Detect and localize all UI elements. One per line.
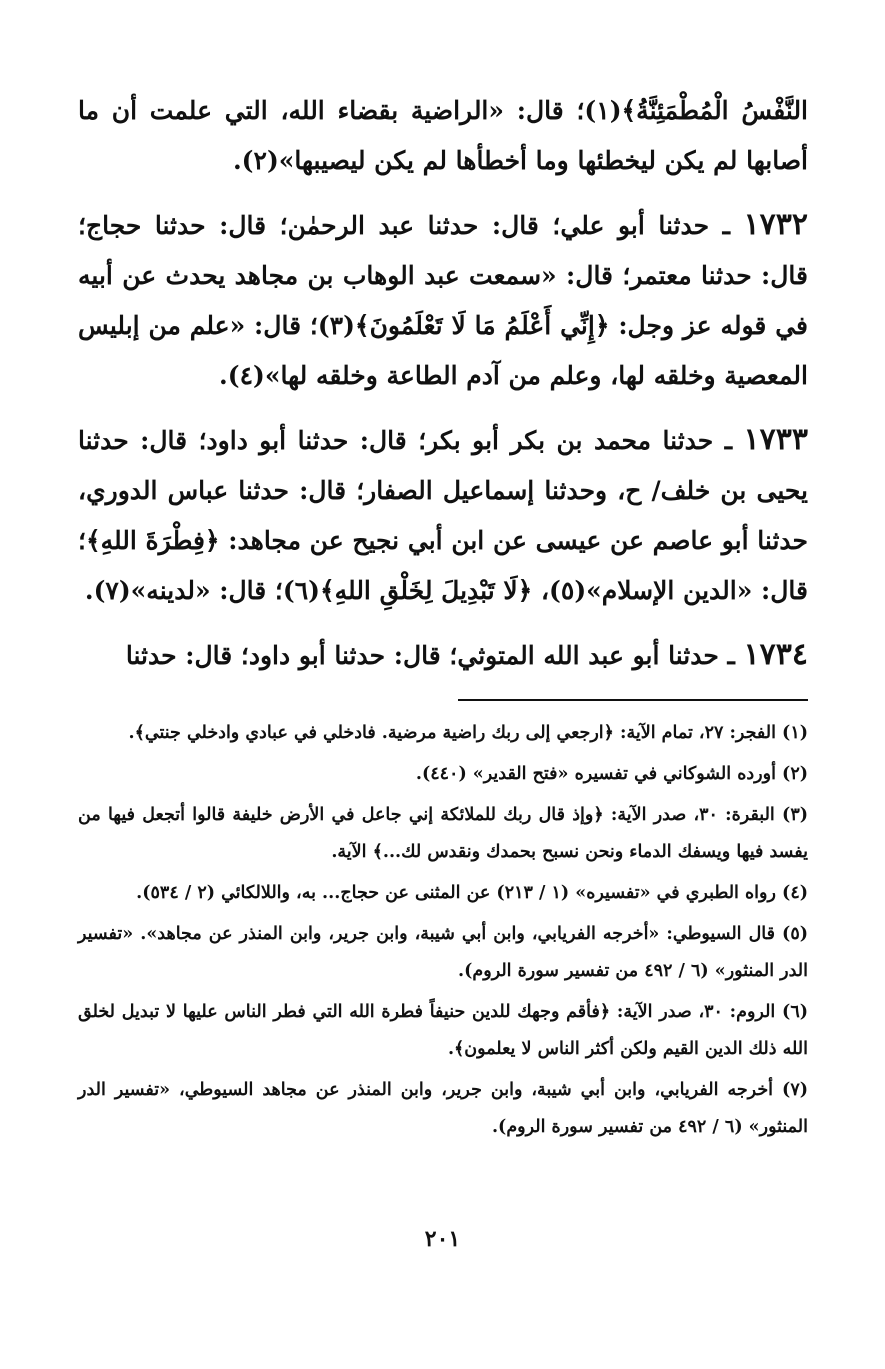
- hadith-number: ١٧٣٢: [743, 207, 808, 242]
- main-text: [78, 86, 808, 681]
- paragraph-1732: [78, 200, 808, 401]
- page-number: ٢٠١: [424, 1226, 461, 1252]
- footnote-5: (٥) قال السيوطي: «أخرجه الفريابي، وابن أبي شيبة، وابن جرير، وابن المنذر عن مجاهد». «تفسير الدر المنثور» (٦ / ٤٩٢ من تفسير سورة الروم).: [78, 924, 808, 981]
- paragraph-text: ـ حدثنا محمد بن بكر أبو بكر؛ قال: حدثنا أبو داود؛ قال: حدثنا يحيى بن خلف/ ح، وحدثنا إسماعيل الصفار؛ قال: حدثنا عباس الدوري، حدثنا أبو عاصم عن عيسى عن ابن أبي نجيح عن مجاهد: ﴿فِطْرَةَ اللهِ﴾؛ قال: «الدين الإسلام»(٥)، ﴿لَا تَبْدِيلَ لِخَلْقِ اللهِ﴾(٦)؛ قال: «لدينه»(٧).: [78, 426, 808, 605]
- paragraph-1733: [78, 415, 808, 616]
- footnote-2: (٢) أورده الشوكاني في تفسيره «فتح القدير» (٤٤٠).: [415, 764, 808, 784]
- paragraph-1734: [78, 630, 808, 681]
- paragraph-text: النَّفْسُ الْمُطْمَئِنَّةُ﴾(١)؛ قال: «الراضية بقضاء الله، التي علمت أن ما أصابها لم يكن ليخطئها وما أخطأها لم يكن ليصيبها»(٢).: [78, 96, 809, 175]
- paragraph-continuation: [78, 86, 808, 186]
- footnote-3: (٣) البقرة: ٣٠، صدر الآية: ﴿وإذ قال ربك للملائكة إني جاعل في الأرض خليفة قالوا أتجعل فيها من يفسد فيها ويسفك الدماء ونحن نسبح بحمدك ونقدس لك...﴾ الآية.: [78, 805, 808, 862]
- footnote-4: (٤) رواه الطبري في «تفسيره» (١ / ٢١٣) عن المثنى عن حجاج... به، واللالكائي (٢ / ٥٣٤).: [136, 883, 808, 903]
- footnotes: [78, 715, 808, 1146]
- footnote-6: (٦) الروم: ٣٠، صدر الآية: ﴿فأقم وجهك للدين حنيفاً فطرة الله التي فطر الناس عليها لا تبديل لخلق الله ذلك الدين القيم ولكن أكثر الناس لا يعلمون﴾.: [78, 1002, 808, 1059]
- paragraph-text: ـ حدثنا أبو عبد الله المتوثي؛ قال: حدثنا أبو داود؛ قال: حدثنا: [125, 641, 735, 670]
- page-content: [78, 86, 808, 1366]
- hadith-number: ١٧٣٣: [743, 422, 808, 457]
- footnote-1: (١) الفجر: ٢٧، تمام الآية: ﴿ارجعي إلى ربك راضية مرضية. فادخلي في عبادي وادخلي جنتي﴾.: [128, 723, 808, 743]
- footnote-separator: [458, 699, 808, 701]
- paragraph-text: ـ حدثنا أبو علي؛ قال: حدثنا عبد الرحمٰن؛ قال: حدثنا حجاج؛ قال: حدثنا معتمر؛ قال: «سمعت عبد الوهاب بن مجاهد يحدث عن أبيه في قوله عز وجل: ﴿إِنِّي أَعْلَمُ مَا لَا تَعْلَمُونَ﴾(٣)؛ قال: «علم من إبليس المعصية وخلقه لها، وعلم من آدم الطاعة وخلقه لها»(٤).: [78, 211, 808, 390]
- hadith-number: ١٧٣٤: [743, 637, 808, 672]
- footnote-7: (٧) أخرجه الفريابي، وابن أبي شيبة، وابن جرير، وابن المنذر عن مجاهد السيوطي، «تفسير الدر المنثور» (٦ / ٤٩٢ من تفسير سورة الروم).: [78, 1080, 808, 1137]
